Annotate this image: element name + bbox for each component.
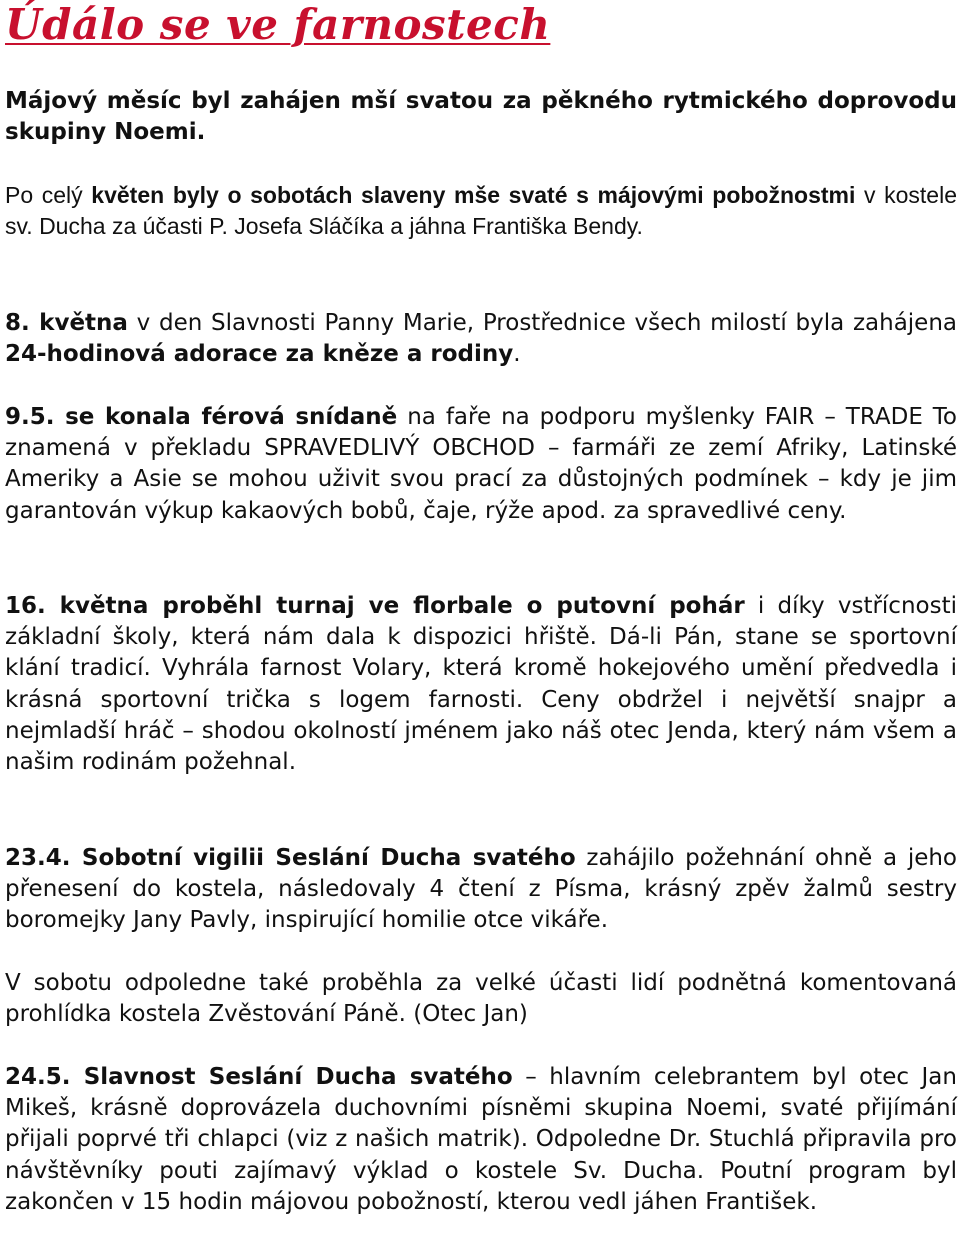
p3-text-d: . <box>513 341 521 368</box>
p2-text-e: v kostele sv. Ducha za účasti P. Josefa Sláčíka a jáhna Františka Bendy. <box>5 182 958 240</box>
p6-text-a: 23.4. Sobotní vigilii Seslání Ducha svatého <box>5 845 576 871</box>
p4-text-a: 9.5. se konala férová snídaně <box>5 404 398 430</box>
paragraph-church-tour-text: V sobotu odpoledne také proběhla za velké účasti lidí podnětná komentovaná prohlídka kostela Zvěstování Páně. (Otec Jan) <box>5 970 957 1028</box>
p2-text-a: Po celý <box>5 182 92 208</box>
paragraph-fair-trade-breakfast <box>5 402 957 527</box>
p8-text-a: 24.5. Slavnost Seslání Ducha svatého <box>5 1064 513 1090</box>
p4-text-b: na faře na podporu myšlenky FAIR – TRADE To znamená v překladu SPRAVEDLIVÝ OBCHOD – farmáři ze zemí Afriky, Latinské Ameriky a Asie se mohou uživit svou prací za důstojných podmínek – kdy je jim garantován výkup kakaových bobů, čaje, rýže apod. za spravedlivé ceny. <box>5 404 958 524</box>
paragraph-adoration <box>5 308 957 370</box>
p2-text-d: byly o sobotách slaveny mše svaté s májovými pobožnostmi <box>172 182 856 208</box>
p3-text-b: v den Slavnosti Panny Marie, Prostřednice všech milostí byla zahájena <box>127 310 957 336</box>
p2-text-c <box>164 182 173 208</box>
paragraph-may-opening <box>5 86 957 148</box>
p8-text-b: – hlavním celebrantem byl otec Jan Mikeš, krásně doprovázela duchovními písněmi skupina Noemi, svaté přijímání přijali poprvé tři chlapci (viz z našich matrik). Odpoledne Dr. Stuchlá připravila pro návštěvníky pouti zajímavý výklad o kostele Sv. Ducha. Poutní program byl zakončen v 15 hodin májovou pobožností, kterou vedl jáhen František. <box>5 1064 957 1215</box>
p5-text-a: 16. května proběhl turnaj ve florbale o putovní pohár <box>5 593 745 619</box>
page-title: Údálo se ve farnostech <box>5 0 551 49</box>
paragraph-floorball <box>5 591 957 778</box>
p5-text-b: i díky vstřícnosti základní školy, která nám dala k dispozici hřiště. Dá-li Pán, stane se sportovní klání tradicí. Vyhrála farnost Volary, která kromě hokejového umění předvedla i krásná sportovní trička s logem farnosti. Ceny obdržel i největší snajpr a nejmladší hráč – shodou okolností jménem jako náš otec Jenda, který nám všem a našim rodinám požehnal. <box>5 593 957 776</box>
p3-text-c: 24-hodinová adorace za kněze a rodiny <box>5 341 514 368</box>
paragraph-church-tour <box>5 968 957 1030</box>
paragraph-pentecost <box>5 1062 957 1218</box>
p2-text-b: květen <box>91 182 165 208</box>
paragraph-vigil <box>5 843 957 937</box>
newsletter-page <box>5 0 958 1215</box>
paragraph-may-opening-text: Májový měsíc byl zahájen mší svatou za pěkného rytmického doprovodu skupiny Noemi. <box>5 88 957 146</box>
paragraph-may-devotions <box>5 180 957 242</box>
p6-text-b: zahájilo požehnání ohně a jeho přenesení do kostela, následovaly 4 čtení z Písma, krásný zpěv žalmů sestry boromejky Jany Pavly, inspirující homilie otce vikáře. <box>5 845 958 934</box>
p3-text-a: 8. května <box>5 310 128 336</box>
